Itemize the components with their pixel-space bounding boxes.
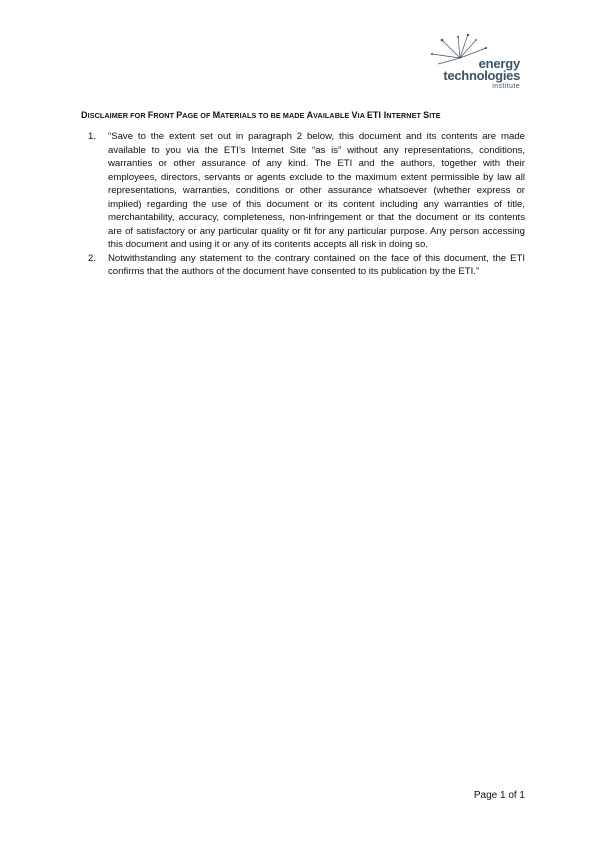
heading-part: S: [423, 110, 430, 120]
list-item-text: “Save to the extent set out in paragraph 2 below, this document and its contents are made available to you via the ETI’s Internet Site “as is” without any representations, conditions, warranties or other assurance of any kind. The ETI and the authors, together with their employees, directors, servants or agents exclude to the maximum extent permissible by law all representations, warranties, conditions or other assurance whatsoever (whether express or implied) regarding the use of this document or its content including any warranties of title, merchantability, accuracy, completeness, non-infringement or that the document or its contents are of satisfactory or any particular quality or fit for any particular purpose. Any person accessing this document and using it or any of its contents accepts all risk in doing so.: [108, 131, 525, 250]
heading-part: M: [212, 110, 221, 120]
heading-part: V: [351, 110, 358, 120]
logo-line-energy: energy: [478, 56, 520, 71]
heading-part: AGE OF: [182, 111, 213, 120]
heading-part: F: [147, 110, 154, 120]
list-item: [88, 130, 525, 252]
heading-part: P: [176, 110, 183, 120]
heading-part: ITE: [429, 111, 441, 120]
heading-part: ETI I: [366, 110, 387, 120]
logo-wordmark: [424, 58, 520, 92]
heading-part: ATERIALS TO BE MADE: [220, 111, 307, 120]
heading-part: IA: [357, 111, 367, 120]
logo-line-institute: institute: [492, 83, 520, 90]
heading-part: ISCLAIMER FOR: [87, 111, 148, 120]
heading-part: VAILABLE: [313, 111, 352, 120]
disclaimer-list: [88, 130, 525, 279]
list-item-text: Notwithstanding any statement to the contrary contained on the face of this document, the ETI confirms that the authors of the document have consented to its publication by the ETI.”: [108, 252, 525, 277]
heading-part: RONT: [153, 111, 177, 120]
list-item-number: 2.: [88, 252, 97, 264]
eti-logo: [418, 34, 528, 98]
heading-part: D: [81, 110, 88, 120]
logo-line-technologies: technologies: [443, 68, 520, 83]
heading-part: NTERNET: [386, 111, 424, 120]
heading-part: A: [306, 110, 314, 120]
page-number: Page 1 of 1: [473, 790, 525, 801]
list-item: [88, 252, 525, 279]
list-item-number: 1.: [88, 131, 97, 142]
disclaimer-heading: [81, 110, 551, 120]
